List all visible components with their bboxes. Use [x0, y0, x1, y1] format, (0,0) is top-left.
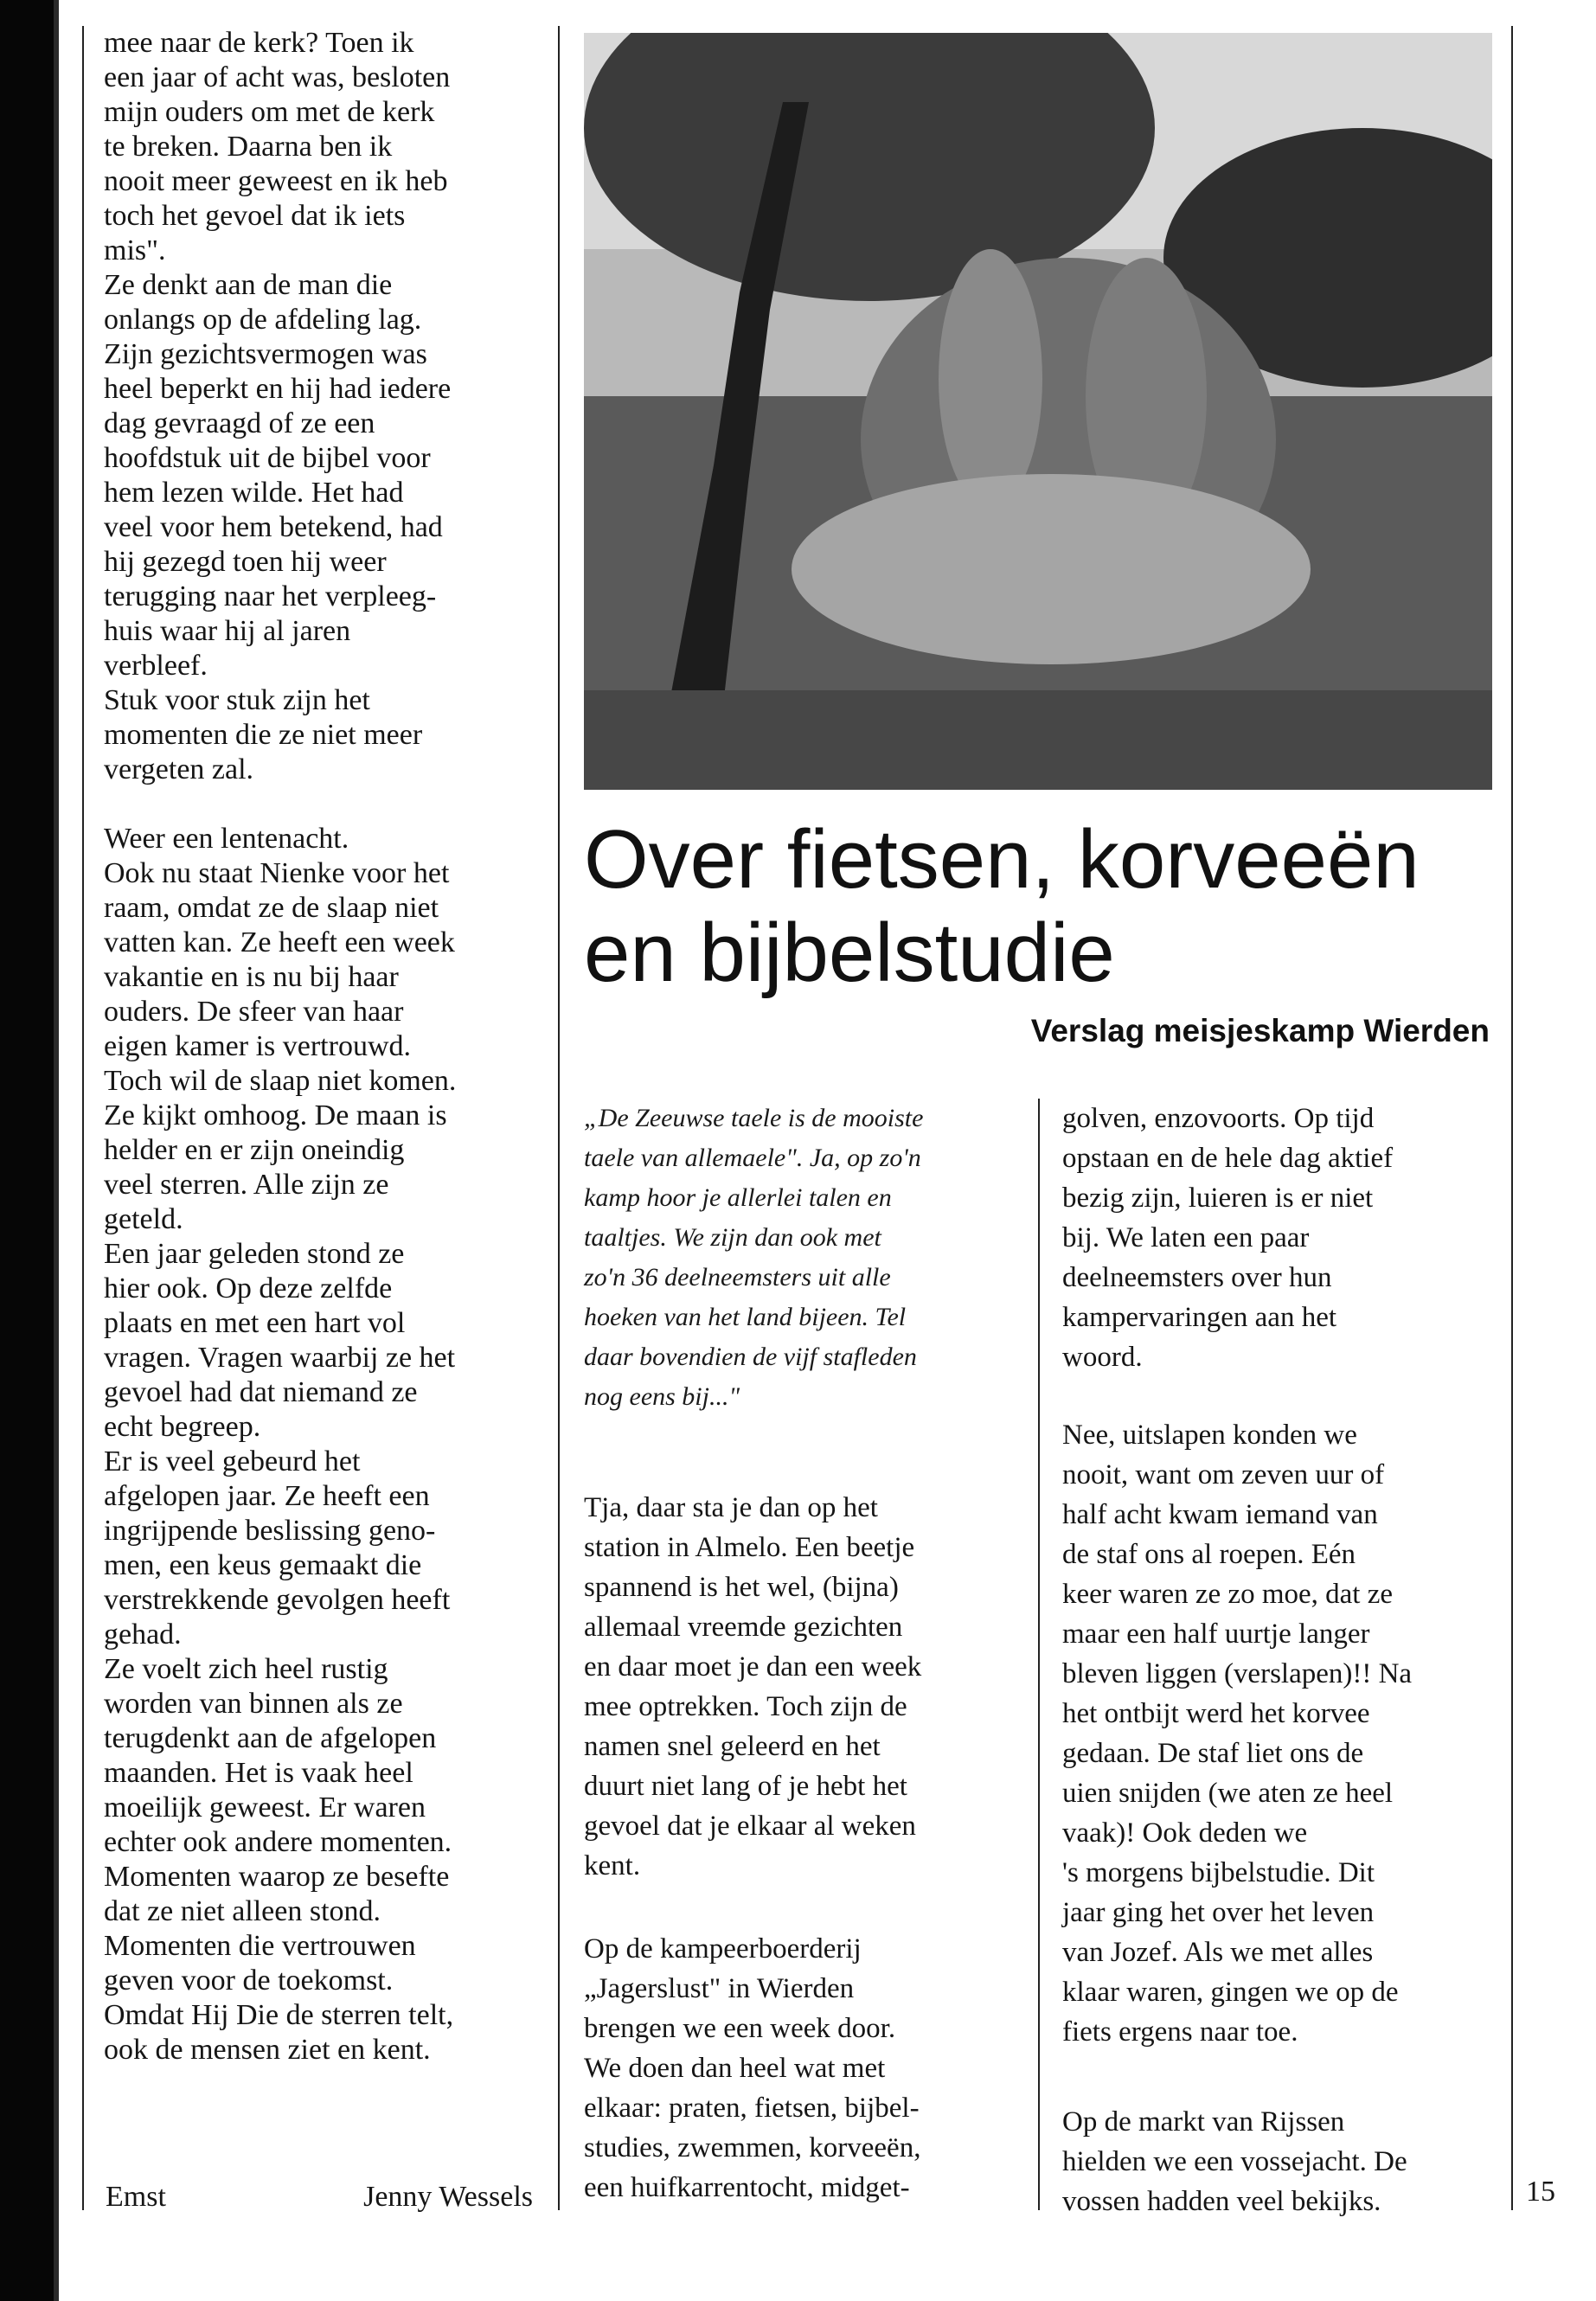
article-col3-paragraph-1: golven, enzovoorts. Op tijd opstaan en de hele dag aktief bezig zijn, luieren is er niet bij. We laten een paar deelneemsters over hun kampervaringen aan het woord.	[1062, 1103, 1394, 1373]
page-number: 15	[1526, 2176, 1555, 2208]
signature-author: Jenny Wessels	[363, 2181, 533, 2213]
scan-border	[0, 0, 54, 2301]
article-intro: „De Zeeuwse taele is de mooiste taele van allemaele". Ja, op zo'n kamp hoor je allerlei talen en taaltjes. We zijn dan ook met zo'n 36 deelneemsters uit alle hoeken van het land bijeen. Tel daar bovendien de vijf stafleden nog eens bij..."	[584, 1104, 924, 1411]
column-rule-article	[1038, 1099, 1040, 2210]
scan-border-shadow	[54, 0, 59, 2301]
article-col3-paragraph-3: Op de markt van Rijssen hielden we een vossejacht. De vossen hadden veel bekijks.	[1062, 2106, 1407, 2217]
group-photo	[584, 33, 1492, 790]
article-col2-paragraph-1: Tja, daar sta je dan op het station in Almelo. Een beetje spannend is het wel, (bijna) allemaal vreemde gezichten en daar moet je dan een week mee optrekken. Toch zijn de namen snel geleerd en het duurt niet lang of je hebt het gevoel dat je elkaar al weken kent.	[584, 1492, 922, 1881]
left-column-story: mee naar de kerk? Toen ik een jaar of acht was, besloten mijn ouders om met de kerk te breken. Daarna ben ik nooit meer geweest en ik heb toch het gevoel dat ik iets mis". Ze denkt aan de man die onlangs op de afdeling lag. Zijn gezichtsvermogen was heel beperkt en hij had iedere dag gevraagd of ze een hoofdstuk uit de bijbel voor hem lezen wilde. Het had veel voor hem betekend, had hij gezegd toen hij weer terugging naar het verpleeg- huis waar hij al jaren verbleef. Stuk voor stuk zijn het momenten die ze niet meer vergeten zal. Weer een lentenacht. Ook nu staat Nienke voor het raam, omdat ze de slaap niet vatten kan. Ze heeft een week vakantie en is nu bij haar ouders. De sfeer van haar eigen kamer is vertrouwd. Toch wil de slaap niet komen. Ze kijkt omhoog. De maan is helder en er zijn oneindig veel sterren. Alle zijn ze geteld. Een jaar geleden stond ze hier ook. Op deze zelfde plaats en met een hart vol vragen. Vragen waarbij ze het gevoel had dat niemand ze echt begreep. Er is veel gebeurd het afgelopen jaar. Ze heeft een ingrijpende beslissing geno- men, een keus gemaakt die verstrekkende gevolgen heeft gehad. Ze voelt zich heel rustig worden van binnen als ze terugdenkt aan de afgelopen maanden. Het is vaak heel moeilijk geweest. Er waren echter ook andere momenten. Momenten waarop ze besefte dat ze niet alleen stond. Momenten die vertrouwen geven voor de toekomst. Omdat Hij Die de sterren telt, ook de mensen ziet en kent.	[104, 27, 457, 2066]
article-title: Over fietsen, korveeën en bijbelstudie	[584, 813, 1420, 999]
column-rule-middle	[558, 26, 560, 2210]
signature-place: Emst	[106, 2181, 166, 2213]
article-col2-paragraph-2: Op de kampeerboerderij „Jagerslust" in Wierden brengen we een week door. We doen dan heel wat met elkaar: praten, fietsen, bijbel- studies, zwemmen, korveeën, een huifkarrentocht, midget-	[584, 1933, 921, 2203]
article-subtitle: Verslag meisjeskamp Wierden	[1030, 1013, 1490, 1048]
column-rule-right	[1511, 26, 1513, 2210]
column-rule-left	[82, 26, 84, 2210]
article-col3-paragraph-2: Nee, uitslapen konden we nooit, want om zeven uur of half acht kwam iemand van de staf ons al roepen. Eén keer waren ze zo moe, dat ze maar een half uurtje langer bleven liggen (verslapen)!! Na het ontbijt werd het korvee gedaan. De staf liet ons de uien snijden (we aten ze heel vaak)! Ook deden we 's morgens bijbelstudie. Dit jaar ging het over het leven van Jozef. Als we met alles klaar waren, gingen we op de fiets ergens naar toe.	[1062, 1420, 1413, 2048]
